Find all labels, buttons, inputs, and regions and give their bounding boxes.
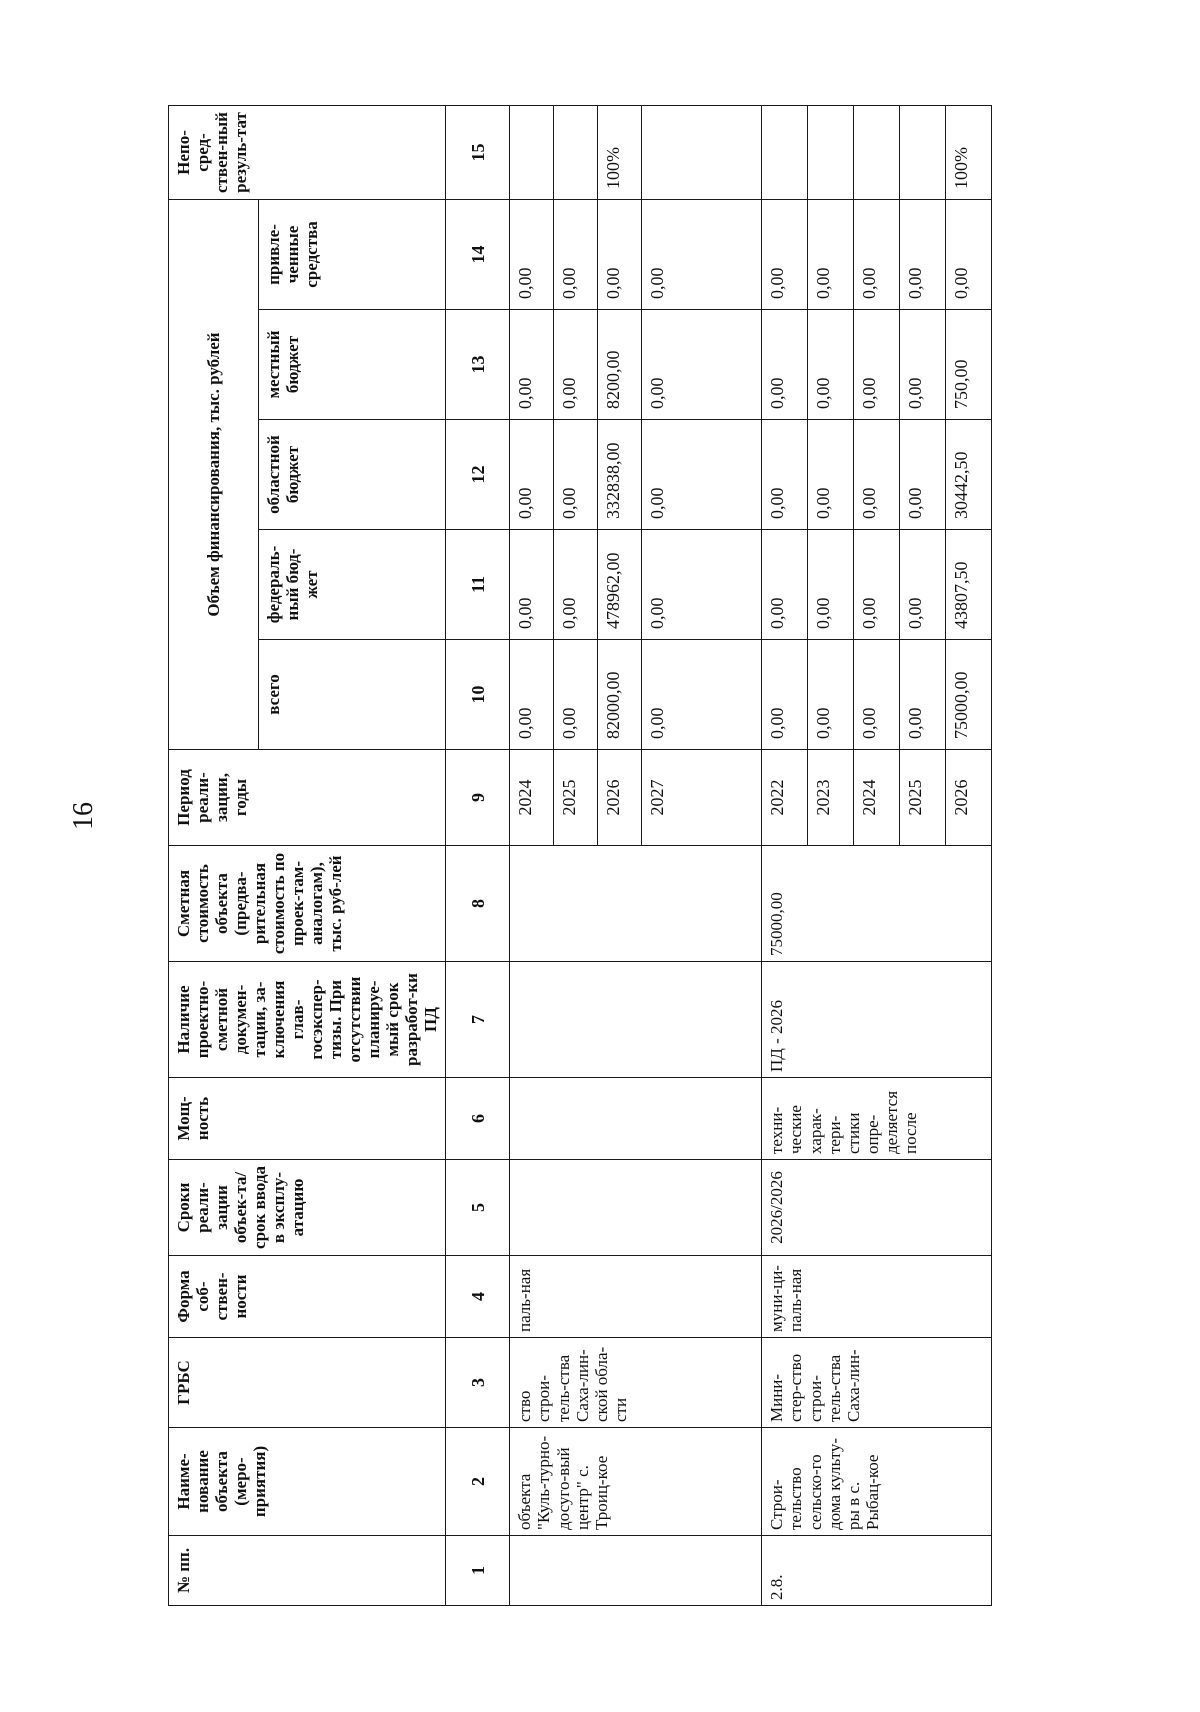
terms-cell: 2026/2026 bbox=[762, 1160, 992, 1256]
column-number: 7 bbox=[446, 962, 510, 1078]
column-numbers-row bbox=[446, 106, 510, 1606]
terms-cell bbox=[510, 1160, 762, 1256]
local-value: 0,00 bbox=[854, 310, 900, 420]
attracted-value: 0,00 bbox=[854, 200, 900, 310]
rotated-page bbox=[168, 86, 1068, 1606]
result-value bbox=[510, 106, 554, 200]
estimated-cost-cell bbox=[510, 846, 762, 962]
result-value bbox=[900, 106, 946, 200]
period-year: 2027 bbox=[642, 750, 762, 846]
regional-value: 0,00 bbox=[808, 420, 854, 530]
column-number: 13 bbox=[446, 310, 510, 420]
federal-value: 0,00 bbox=[510, 530, 554, 640]
header-number: № пп. bbox=[169, 1536, 446, 1606]
attracted-value: 0,00 bbox=[762, 200, 808, 310]
local-value: 0,00 bbox=[762, 310, 808, 420]
attracted-value: 0,00 bbox=[946, 200, 992, 310]
design-documentation-cell: ПД - 2026 bbox=[762, 962, 992, 1078]
column-number: 10 bbox=[446, 640, 510, 750]
period-year: 2022 bbox=[762, 750, 808, 846]
regional-value: 0,00 bbox=[510, 420, 554, 530]
federal-value: 0,00 bbox=[762, 530, 808, 640]
result-value bbox=[854, 106, 900, 200]
federal-value: 0,00 bbox=[554, 530, 598, 640]
ownership-cell: муни-ци-паль-ная bbox=[762, 1256, 992, 1338]
page-number: 16 bbox=[68, 802, 99, 830]
local-value: 750,00 bbox=[946, 310, 992, 420]
local-value: 8200,00 bbox=[598, 310, 642, 420]
header-terms: Сроки реали-зации объек-та/срок ввода в эксплу-атацию bbox=[169, 1160, 446, 1256]
regional-value: 30442,50 bbox=[946, 420, 992, 530]
federal-value: 0,00 bbox=[854, 530, 900, 640]
header-object-name: Наиме-нование объекта (меро-приятия) bbox=[169, 1428, 446, 1536]
column-number: 12 bbox=[446, 420, 510, 530]
regional-value: 0,00 bbox=[762, 420, 808, 530]
capacity-cell: техни-ческие харак-тери-стики опре-деляется после bbox=[762, 1078, 992, 1160]
row-number-cell: 2.8. bbox=[762, 1536, 992, 1606]
attracted-value: 0,00 bbox=[900, 200, 946, 310]
period-year: 2025 bbox=[900, 750, 946, 846]
attracted-value: 0,00 bbox=[598, 200, 642, 310]
grbs-cell: ство строи-тель-ства Саха-лин-ской обла-сти bbox=[510, 1338, 762, 1428]
regional-value: 332838,00 bbox=[598, 420, 642, 530]
total-value: 0,00 bbox=[642, 640, 762, 750]
column-number: 15 bbox=[446, 106, 510, 200]
regional-value: 0,00 bbox=[642, 420, 762, 530]
header-local-budget: местный бюджет bbox=[259, 310, 446, 420]
result-value bbox=[762, 106, 808, 200]
ownership-cell: паль-ная bbox=[510, 1256, 762, 1338]
header-capacity: Мощ-ность bbox=[169, 1078, 446, 1160]
header-regional-budget: областной бюджет bbox=[259, 420, 446, 530]
regional-value: 0,00 bbox=[554, 420, 598, 530]
header-federal-budget: федераль-ный бюд-жет bbox=[259, 530, 446, 640]
period-year: 2023 bbox=[808, 750, 854, 846]
header-grbs: ГРБС bbox=[169, 1338, 446, 1428]
attracted-value: 0,00 bbox=[510, 200, 554, 310]
header-period: Период реали-зации, годы bbox=[169, 750, 446, 846]
local-value: 0,00 bbox=[510, 310, 554, 420]
period-year: 2026 bbox=[946, 750, 992, 846]
object-name-cell: Строи-тельство сельско-го дома культу-ры в с. Рыбац-кое bbox=[762, 1428, 992, 1536]
total-value: 82000,00 bbox=[598, 640, 642, 750]
attracted-value: 0,00 bbox=[642, 200, 762, 310]
federal-value: 478962,00 bbox=[598, 530, 642, 640]
period-year: 2026 bbox=[598, 750, 642, 846]
federal-value: 0,00 bbox=[808, 530, 854, 640]
capacity-cell bbox=[510, 1078, 762, 1160]
column-number: 14 bbox=[446, 200, 510, 310]
grbs-cell: Мини-стер-ство строи-тель-ства Саха-лин- bbox=[762, 1338, 992, 1428]
local-value: 0,00 bbox=[808, 310, 854, 420]
column-number: 6 bbox=[446, 1078, 510, 1160]
row-number-cell bbox=[510, 1536, 762, 1606]
object-name-cell: объекта "Куль-турно-досуго-вый центр" с. Троиц-кое bbox=[510, 1428, 762, 1536]
table-row bbox=[510, 106, 554, 1606]
regional-value: 0,00 bbox=[854, 420, 900, 530]
header-ownership: Форма соб-ствен-ности bbox=[169, 1256, 446, 1338]
header-attracted-funds: привле-ченные средства bbox=[259, 200, 446, 310]
investment-table bbox=[168, 105, 992, 1606]
regional-value: 0,00 bbox=[900, 420, 946, 530]
result-value: 100% bbox=[598, 106, 642, 200]
header-direct-result: Непо-сред-ствен-ный резуль-тат bbox=[169, 106, 446, 200]
table-row bbox=[762, 106, 808, 1606]
header-estimated-cost: Сметная стоимость объекта (предва-рительная стоимость по проек-там-аналогам), тыс. руб-лей bbox=[169, 846, 446, 962]
period-year: 2024 bbox=[854, 750, 900, 846]
attracted-value: 0,00 bbox=[808, 200, 854, 310]
total-value: 0,00 bbox=[554, 640, 598, 750]
result-value bbox=[642, 106, 762, 200]
column-number: 9 bbox=[446, 750, 510, 846]
column-number: 1 bbox=[446, 1536, 510, 1606]
period-year: 2025 bbox=[554, 750, 598, 846]
total-value: 0,00 bbox=[762, 640, 808, 750]
federal-value: 43807,50 bbox=[946, 530, 992, 640]
total-value: 0,00 bbox=[854, 640, 900, 750]
local-value: 0,00 bbox=[554, 310, 598, 420]
column-number: 5 bbox=[446, 1160, 510, 1256]
estimated-cost-cell: 75000,00 bbox=[762, 846, 992, 962]
total-value: 0,00 bbox=[510, 640, 554, 750]
attracted-value: 0,00 bbox=[554, 200, 598, 310]
column-number: 11 bbox=[446, 530, 510, 640]
period-year: 2024 bbox=[510, 750, 554, 846]
result-value: 100% bbox=[946, 106, 992, 200]
local-value: 0,00 bbox=[900, 310, 946, 420]
header-financing-volume: Объем финансирования, тыс. рублей bbox=[169, 200, 259, 750]
total-value: 0,00 bbox=[808, 640, 854, 750]
header-total: всего bbox=[259, 640, 446, 750]
federal-value: 0,00 bbox=[642, 530, 762, 640]
federal-value: 0,00 bbox=[900, 530, 946, 640]
design-documentation-cell bbox=[510, 962, 762, 1078]
total-value: 75000,00 bbox=[946, 640, 992, 750]
column-number: 3 bbox=[446, 1338, 510, 1428]
column-number: 2 bbox=[446, 1428, 510, 1536]
local-value: 0,00 bbox=[642, 310, 762, 420]
result-value bbox=[554, 106, 598, 200]
total-value: 0,00 bbox=[900, 640, 946, 750]
column-number: 4 bbox=[446, 1256, 510, 1338]
header-design-documentation: Наличие проектно-сметной докумен-тации, за-ключения глав-госэкспер-тизы. При отсутствии планируе-мый срок разработ-ки ПД bbox=[169, 962, 446, 1078]
column-number: 8 bbox=[446, 846, 510, 962]
result-value bbox=[808, 106, 854, 200]
